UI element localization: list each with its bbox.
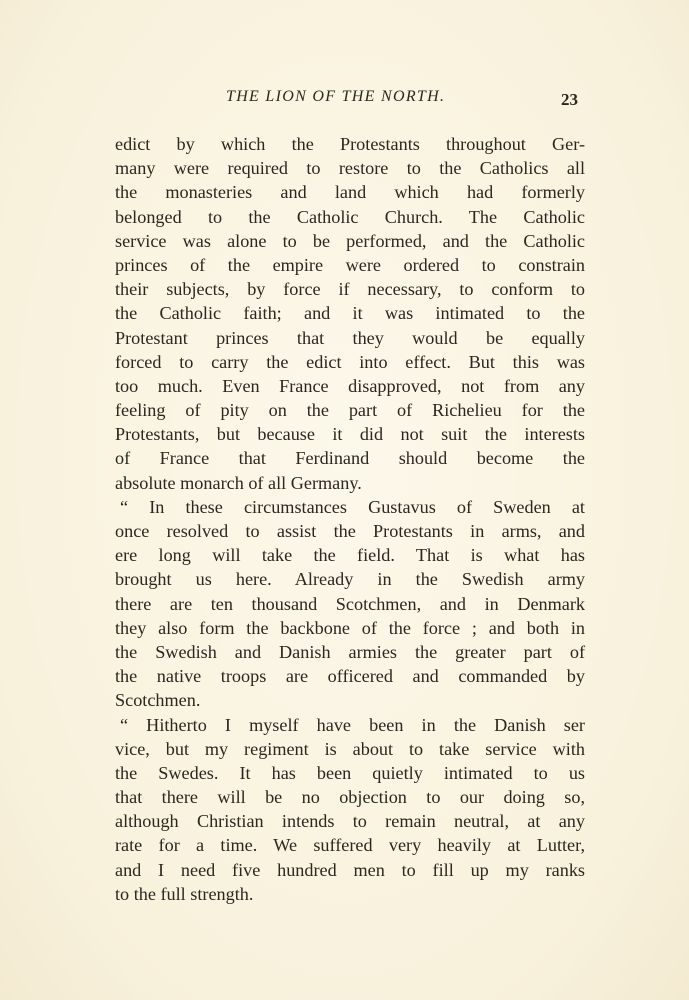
text-line: belonged to the Catholic Church. The Catholic xyxy=(115,206,585,227)
paragraph-end-line: to the full strength. xyxy=(115,883,254,904)
text-line: ere long will take the field. That is what has xyxy=(115,545,585,566)
text-line: of France that Ferdinand should become the xyxy=(115,448,585,469)
text-line: that there will be no objection to our doing so, xyxy=(115,787,585,808)
text-line: feeling of pity on the part of Richelieu for the xyxy=(115,400,585,421)
text-line: too much. Even France disapproved, not from any xyxy=(115,375,585,396)
text-line: once resolved to assist the Protestants in arms, and xyxy=(115,521,585,541)
text-line: although Christian intends to remain neutral, at any xyxy=(115,811,585,832)
running-title: THE LION OF THE NORTH. xyxy=(226,88,446,105)
paragraph-start-line: “ Hitherto I myself have been in the Danish ser xyxy=(120,714,585,735)
text-line: vice, but my regiment is about to take service with xyxy=(115,738,585,759)
text-line: forced to carry the edict into effect. But this was xyxy=(115,351,585,372)
text-line: the monasteries and land which had formerly xyxy=(115,182,585,203)
text-line: Protestant princes that they would be equally xyxy=(115,327,585,348)
text-line: service was alone to be performed, and the Catholic xyxy=(115,230,585,251)
paragraph-end-line: Scotchmen. xyxy=(115,690,201,711)
text-line: their subjects, by force if necessary, to conform to xyxy=(115,279,585,300)
text-line: rate for a time. We suffered very heavily at Lutter, xyxy=(115,835,585,856)
text-line: edict by which the Protestants throughout Ger- xyxy=(115,134,585,154)
text-line: princes of the empire were ordered to constrain xyxy=(115,254,585,275)
text-line: brought us here. Already in the Swedish army xyxy=(115,569,585,590)
text-line: many were required to restore to the Catholics all xyxy=(115,158,585,179)
text-line: the Swedes. It has been quietly intimated to us xyxy=(115,762,585,783)
text-line: the native troops are officered and commanded by xyxy=(115,666,585,687)
page-number: 23 xyxy=(561,90,578,109)
text-line: and I need five hundred men to fill up my ranks xyxy=(115,859,585,880)
page-header xyxy=(0,88,689,112)
text-line: there are ten thousand Scotchmen, and in Denmark xyxy=(115,593,585,614)
paragraph-start-line: “ In these circumstances Gustavus of Sweden at xyxy=(120,496,585,517)
text-line: the Swedish and Danish armies the greater part of xyxy=(115,641,585,662)
text-line: the Catholic faith; and it was intimated to the xyxy=(115,303,585,324)
body-text xyxy=(115,132,585,906)
text-line: they also form the backbone of the force ; and both in xyxy=(115,617,585,638)
paragraph-end-line: absolute monarch of all Germany. xyxy=(115,472,362,493)
text-line: Protestants, but because it did not suit the interests xyxy=(115,424,585,445)
